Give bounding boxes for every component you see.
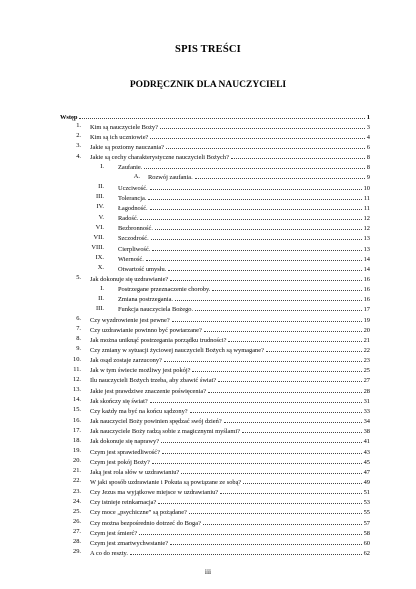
toc-entry-line bbox=[90, 356, 370, 366]
toc-entry-page: 23 bbox=[363, 357, 370, 365]
toc-entry-title: Rozwój zaufania. bbox=[148, 174, 193, 182]
dot-leader bbox=[208, 386, 362, 393]
dot-leader bbox=[181, 467, 361, 474]
toc-entry-line bbox=[60, 112, 370, 122]
toc-entry-number: 17. bbox=[73, 426, 81, 434]
dot-leader bbox=[79, 112, 364, 119]
toc-entry bbox=[0, 325, 416, 334]
toc-entry-page: 14 bbox=[363, 265, 370, 273]
toc-entry bbox=[0, 457, 416, 466]
toc-entry-page: 11 bbox=[363, 194, 370, 202]
toc-entry-title: Czy moce „psychiczne” są pożądane? bbox=[90, 509, 187, 517]
toc-entry-title: Cierpliwość. bbox=[118, 245, 151, 253]
toc-entry-number: 10. bbox=[73, 355, 81, 363]
toc-entry-title: Radość. bbox=[118, 215, 139, 223]
toc-entry-line bbox=[90, 396, 370, 406]
toc-entry-line bbox=[90, 467, 370, 477]
toc-entry bbox=[0, 406, 416, 415]
dot-leader bbox=[220, 488, 361, 495]
toc-entry-page: 58 bbox=[363, 529, 370, 537]
toc-entry-page: 14 bbox=[363, 255, 370, 263]
toc-entry bbox=[0, 488, 416, 497]
toc-entry-page: 16 bbox=[363, 296, 370, 304]
toc-entry-number: 1. bbox=[76, 122, 81, 130]
dot-leader bbox=[168, 264, 361, 271]
toc-entry-number: 18. bbox=[73, 436, 81, 444]
toc-entry-number: 8. bbox=[76, 335, 81, 343]
toc-entry-line bbox=[118, 224, 370, 234]
toc-entry-number: 25. bbox=[73, 507, 81, 515]
dot-leader bbox=[170, 538, 362, 545]
toc-entry-line bbox=[90, 488, 370, 498]
dot-leader bbox=[158, 498, 361, 505]
toc-entry-line bbox=[90, 122, 370, 132]
toc-entry-line bbox=[118, 254, 370, 264]
toc-entry-line bbox=[90, 508, 370, 518]
toc-entry-number: 23. bbox=[73, 487, 81, 495]
toc-entry bbox=[0, 417, 416, 426]
toc-entry-page: 31 bbox=[363, 397, 370, 405]
toc-entry-line bbox=[90, 142, 370, 152]
dot-leader bbox=[144, 163, 364, 170]
toc-entry-number: 4. bbox=[76, 152, 81, 160]
toc-entry-number: A. bbox=[133, 172, 140, 180]
dot-leader bbox=[140, 214, 361, 221]
toc-entry bbox=[0, 548, 416, 557]
page-number: iii bbox=[204, 567, 212, 576]
toc-entry bbox=[0, 437, 416, 446]
toc-entry-line bbox=[90, 427, 370, 437]
dot-leader bbox=[160, 122, 365, 129]
toc-entry bbox=[0, 477, 416, 486]
dot-leader bbox=[243, 477, 361, 484]
toc-entry-page: 20 bbox=[363, 326, 370, 334]
toc-entry-page: 19 bbox=[363, 316, 370, 324]
toc-entry-line bbox=[90, 477, 370, 487]
toc-entry-page: 53 bbox=[363, 499, 370, 507]
toc-entry-page: 13 bbox=[363, 235, 370, 243]
toc-entry-title: Czym jest śmierć? bbox=[90, 529, 138, 537]
toc-entry-number: IV. bbox=[96, 203, 104, 211]
dot-leader bbox=[203, 518, 362, 525]
toc-entry-line bbox=[118, 203, 370, 213]
toc-entry bbox=[0, 498, 416, 507]
toc-entry bbox=[0, 427, 416, 436]
page-title: SPIS TREŚCI bbox=[175, 44, 241, 55]
toc-entry-title: W jaki sposób uzdrawianie i Pokuta są powiązane ze sobą? bbox=[90, 478, 242, 486]
toc-entry-line bbox=[90, 345, 370, 355]
toc-entry-line bbox=[90, 153, 370, 163]
toc-entry-page: 34 bbox=[363, 418, 370, 426]
toc-entry-number: III. bbox=[96, 304, 104, 312]
toc-entry-line bbox=[118, 264, 370, 274]
toc-entry-line bbox=[90, 386, 370, 396]
toc-entry bbox=[0, 366, 416, 375]
toc-entry bbox=[0, 173, 416, 182]
toc-entry-number: 3. bbox=[76, 142, 81, 150]
toc-entry-title: Czy można bezpośrednio dotrzeć do Boga? bbox=[90, 519, 201, 527]
toc-entry bbox=[0, 335, 416, 344]
toc-entry-number: 15. bbox=[73, 406, 81, 414]
toc-entry-page: 12 bbox=[363, 225, 370, 233]
toc-entry-line bbox=[148, 173, 370, 183]
dot-leader bbox=[224, 417, 362, 424]
toc-entry-title: Czy istnieje reinkarnacja? bbox=[90, 499, 157, 507]
dot-leader bbox=[172, 315, 362, 322]
toc-entry-line bbox=[90, 366, 370, 376]
dot-leader bbox=[130, 548, 362, 555]
toc-entry-page: 49 bbox=[363, 478, 370, 486]
toc-entry-page: 8 bbox=[366, 154, 370, 162]
toc-entry bbox=[0, 376, 416, 385]
toc-entry-title: Tolerancja. bbox=[118, 194, 147, 202]
toc-entry-number: II. bbox=[98, 183, 104, 191]
toc-entry-title: Jak dokonuje się uzdrawianie? bbox=[90, 275, 169, 283]
toc-entry-number: IX. bbox=[95, 254, 104, 262]
toc-entry-title: Bezbronność. bbox=[118, 225, 153, 233]
toc-entry-page: 28 bbox=[363, 387, 370, 395]
toc-entry-line bbox=[118, 183, 370, 193]
toc-entry-line bbox=[118, 193, 370, 203]
toc-entry-page: 4 bbox=[366, 133, 370, 141]
toc-entry-title: Jakie są cechy charakterystyczne nauczycieli Bożych? bbox=[90, 154, 229, 162]
toc-entry bbox=[0, 274, 416, 283]
toc-entry bbox=[0, 163, 416, 172]
toc-entry-page: 25 bbox=[363, 367, 370, 375]
toc-entry-title: Czym jest sprawiedliwość? bbox=[90, 448, 160, 456]
toc-entry-page: 43 bbox=[363, 448, 370, 456]
toc-entry-title: Ilu nauczycieli Bożych trzeba, aby zbawić świat? bbox=[90, 377, 217, 385]
toc-entry-page: 11 bbox=[363, 204, 370, 212]
toc-entry-line bbox=[90, 548, 370, 558]
dot-leader bbox=[166, 142, 365, 149]
toc-entry-title: Wstęp bbox=[60, 113, 78, 121]
toc-entry-title: Szczodrość. bbox=[118, 235, 149, 243]
toc-entry-title: Zaufanie. bbox=[118, 164, 143, 172]
toc-entry-title: Czy zmiany w sytuacji życiowej nauczycieli Bożych są wymagane? bbox=[90, 347, 264, 355]
toc-entry-line bbox=[118, 305, 370, 315]
toc-entry bbox=[0, 193, 416, 202]
toc-entry-page: 1 bbox=[366, 113, 370, 121]
dot-leader bbox=[231, 153, 365, 160]
toc-entry-page: 45 bbox=[363, 458, 370, 466]
toc-entry-title: Czym jest pokój Boży? bbox=[90, 458, 150, 466]
dot-leader bbox=[148, 193, 361, 200]
toc-entry-page: 16 bbox=[363, 275, 370, 283]
toc-entry-line bbox=[118, 285, 370, 295]
toc-entry bbox=[0, 356, 416, 365]
toc-entry-title: Jak w tym świecie możliwy jest pokój? bbox=[90, 367, 191, 375]
toc-entry-title: Jak dokonuje się naprawy? bbox=[90, 438, 160, 446]
toc-entry bbox=[0, 538, 416, 547]
toc-entry bbox=[0, 234, 416, 243]
toc-entry-title: Kim są ich uczniowie? bbox=[90, 133, 149, 141]
toc-entry-line bbox=[118, 214, 370, 224]
dot-leader bbox=[150, 132, 364, 139]
toc-entry bbox=[0, 132, 416, 141]
toc-entry-number: III. bbox=[96, 193, 104, 201]
toc-entry-number: 5. bbox=[76, 274, 81, 282]
toc-entry-number: I. bbox=[100, 162, 104, 170]
dot-leader bbox=[242, 427, 362, 434]
toc-entry-number: 22. bbox=[73, 477, 81, 485]
toc-entry-line bbox=[90, 518, 370, 528]
toc-entry-title: Jak nauczyciel Boży powinien spędzać swój dzień? bbox=[90, 418, 222, 426]
toc-entry-number: 6. bbox=[76, 315, 81, 322]
toc-entry bbox=[0, 508, 416, 517]
toc-entry-title: Łagodność. bbox=[118, 204, 148, 212]
toc-entry-title: Jak osąd zostaje zarzucony? bbox=[90, 357, 162, 365]
toc-entry-number: 21. bbox=[73, 467, 81, 475]
toc-entry bbox=[0, 315, 416, 324]
toc-entry-number: 14. bbox=[73, 396, 81, 404]
toc-entry-line bbox=[90, 457, 370, 467]
dot-leader bbox=[139, 528, 361, 535]
toc-entry-title: Kim są nauczyciele Boży? bbox=[90, 123, 158, 131]
toc-entry-title: Uczciwość. bbox=[118, 184, 148, 192]
dot-leader bbox=[266, 345, 362, 352]
toc-entry-page: 62 bbox=[363, 550, 370, 558]
toc-entry-title: A co do reszty. bbox=[90, 550, 128, 558]
toc-entry-page: 60 bbox=[363, 539, 370, 547]
toc-entry bbox=[0, 244, 416, 253]
toc-entry-title: Czy uzdrawianie powinno być powtarzane? bbox=[90, 326, 202, 334]
dot-leader bbox=[162, 447, 362, 454]
toc-entry-number: X. bbox=[97, 264, 104, 272]
toc-entry-page: 10 bbox=[363, 184, 370, 192]
dot-leader bbox=[170, 274, 361, 281]
toc-entry-title: Jakie są poziomy nauczania? bbox=[90, 144, 164, 152]
toc-entry bbox=[0, 142, 416, 151]
toc-entry-number: 27. bbox=[73, 528, 81, 536]
toc-entry-line bbox=[118, 244, 370, 254]
toc-entry-title: Otwartość umysłu. bbox=[118, 265, 167, 273]
dot-leader bbox=[152, 457, 362, 464]
toc-entry-page: 3 bbox=[366, 123, 370, 131]
dot-leader bbox=[228, 335, 361, 342]
toc-entry-line bbox=[90, 335, 370, 345]
toc-entry-line bbox=[90, 538, 370, 548]
toc-entry-title: Jak skończy się świat? bbox=[90, 397, 148, 405]
toc-entry-number: 11. bbox=[73, 365, 81, 373]
toc-entry bbox=[0, 285, 416, 294]
toc-entry-line bbox=[90, 132, 370, 142]
toc-entry-title: Czy Jezus ma wyjątkowe miejsce w uzdrawianiu? bbox=[90, 489, 219, 497]
toc-entry-page: 22 bbox=[363, 347, 370, 355]
toc-entry bbox=[0, 214, 416, 223]
toc-entry-number: 2. bbox=[76, 132, 81, 140]
toc-entry-title: Czy wyzdrowienie jest pewne? bbox=[90, 316, 170, 324]
toc-entry bbox=[0, 264, 416, 273]
toc-entry-number: 7. bbox=[76, 325, 81, 333]
toc-entry-number: 16. bbox=[73, 416, 81, 424]
toc-entry bbox=[0, 396, 416, 405]
toc-entry-page: 33 bbox=[363, 407, 370, 415]
toc-entry bbox=[0, 203, 416, 212]
toc-entry-page: 55 bbox=[363, 509, 370, 517]
toc-entry-page: 9 bbox=[366, 174, 370, 182]
dot-leader bbox=[151, 234, 362, 241]
dot-leader bbox=[155, 224, 362, 231]
toc-entry bbox=[0, 386, 416, 395]
toc-entry-title: Wierność. bbox=[118, 255, 144, 263]
toc-entry-number: I. bbox=[100, 284, 104, 292]
toc-entry-line bbox=[90, 417, 370, 427]
dot-leader bbox=[190, 406, 362, 413]
toc-entry bbox=[0, 528, 416, 537]
toc-entry-number: 28. bbox=[73, 538, 81, 546]
toc-entry-number: 12. bbox=[73, 375, 81, 383]
toc-entry-page: 47 bbox=[363, 468, 370, 476]
dot-leader bbox=[152, 244, 361, 251]
toc-entry-line bbox=[90, 274, 370, 284]
section-subtitle: PODRĘCZNIK DLA NAUCZYCIELI bbox=[129, 80, 287, 90]
toc-entry-number: II. bbox=[98, 294, 104, 302]
toc-entry-page: 13 bbox=[363, 245, 370, 253]
toc-entry-line bbox=[90, 315, 370, 325]
toc-entry-title: Jak można uniknąć postrzegania porządku trudności? bbox=[90, 336, 227, 344]
toc-entry-number: 24. bbox=[73, 497, 81, 505]
toc-entry-line bbox=[90, 447, 370, 457]
dot-leader bbox=[150, 203, 362, 210]
toc-entry-page: 8 bbox=[366, 164, 370, 172]
toc-entry-line bbox=[90, 498, 370, 508]
toc-entry-page: 21 bbox=[363, 336, 370, 344]
toc-entry-number: 26. bbox=[73, 518, 81, 525]
toc-entry bbox=[0, 153, 416, 162]
dot-leader bbox=[164, 356, 362, 363]
toc-entry-number: 9. bbox=[76, 345, 81, 353]
toc-entry bbox=[0, 224, 416, 233]
toc-entry-line bbox=[118, 295, 370, 305]
toc-entry-number: 19. bbox=[73, 446, 81, 454]
dot-leader bbox=[204, 325, 362, 332]
toc-entry-page: 27 bbox=[363, 377, 370, 385]
toc-entry bbox=[0, 254, 416, 263]
toc-entry-title: Jaką jest rola słów w uzdrawianiu? bbox=[90, 468, 180, 476]
toc-entry bbox=[0, 518, 416, 527]
toc-entry-title: Jakie jest prawdziwe znaczenie poświęcenia? bbox=[90, 387, 207, 395]
toc-entry-title: Czym jest zmartwychwstanie? bbox=[90, 539, 169, 547]
toc-entry-number: V. bbox=[98, 213, 104, 221]
toc-entry-page: 51 bbox=[363, 489, 370, 497]
toc-entry bbox=[0, 183, 416, 192]
toc-entry-line bbox=[118, 234, 370, 244]
dot-leader bbox=[195, 305, 362, 312]
dot-leader bbox=[195, 173, 365, 180]
toc-entry bbox=[0, 122, 416, 131]
toc-entry-number: 13. bbox=[73, 386, 81, 394]
toc-entry-page: 41 bbox=[363, 438, 370, 446]
toc-entry-number: VI. bbox=[95, 223, 104, 231]
toc-entry-title: Postrzegane przeznaczenie choroby. bbox=[118, 286, 211, 294]
dot-leader bbox=[161, 437, 362, 444]
toc-entry-page: 12 bbox=[363, 215, 370, 223]
dot-leader bbox=[150, 396, 362, 403]
toc-entry bbox=[0, 295, 416, 304]
dot-leader bbox=[218, 376, 361, 383]
toc-entry bbox=[0, 112, 416, 121]
toc-entry bbox=[0, 467, 416, 476]
toc-entry-title: Funkcja nauczyciela Bożego. bbox=[118, 306, 194, 314]
toc-entry-line bbox=[90, 406, 370, 416]
toc-entry bbox=[0, 345, 416, 354]
toc-entry-page: 16 bbox=[363, 286, 370, 294]
toc-entry-page: 38 bbox=[363, 428, 370, 436]
toc-entry-number: VIII. bbox=[91, 243, 104, 251]
toc-entry-line bbox=[118, 163, 370, 173]
toc-entry-line bbox=[90, 437, 370, 447]
toc-entry-number: 20. bbox=[73, 457, 81, 465]
toc-entry-page: 57 bbox=[363, 519, 370, 527]
dot-leader bbox=[150, 183, 362, 190]
toc-entry-page: 6 bbox=[366, 144, 370, 152]
toc-entry bbox=[0, 447, 416, 456]
dot-leader bbox=[175, 295, 362, 302]
toc-entry-line bbox=[90, 528, 370, 538]
toc-entry-title: Czy każdy ma być na końcu sądzony? bbox=[90, 407, 188, 415]
dot-leader bbox=[192, 366, 361, 373]
toc-entry-number: 29. bbox=[73, 548, 81, 556]
toc-entry-line bbox=[90, 376, 370, 386]
toc-entry-number: VII. bbox=[93, 233, 104, 241]
toc-entry-page: 17 bbox=[363, 306, 370, 314]
dot-leader bbox=[189, 508, 362, 515]
toc-entry-title: Zmiana postrzegania. bbox=[118, 296, 174, 304]
dot-leader bbox=[146, 254, 362, 261]
toc-entry-line bbox=[90, 325, 370, 335]
toc-entry-title: Jak nauczyciele Boży radzą sobie z magicznymi myślami? bbox=[90, 428, 240, 436]
toc-entry bbox=[0, 305, 416, 314]
dot-leader bbox=[212, 285, 361, 292]
